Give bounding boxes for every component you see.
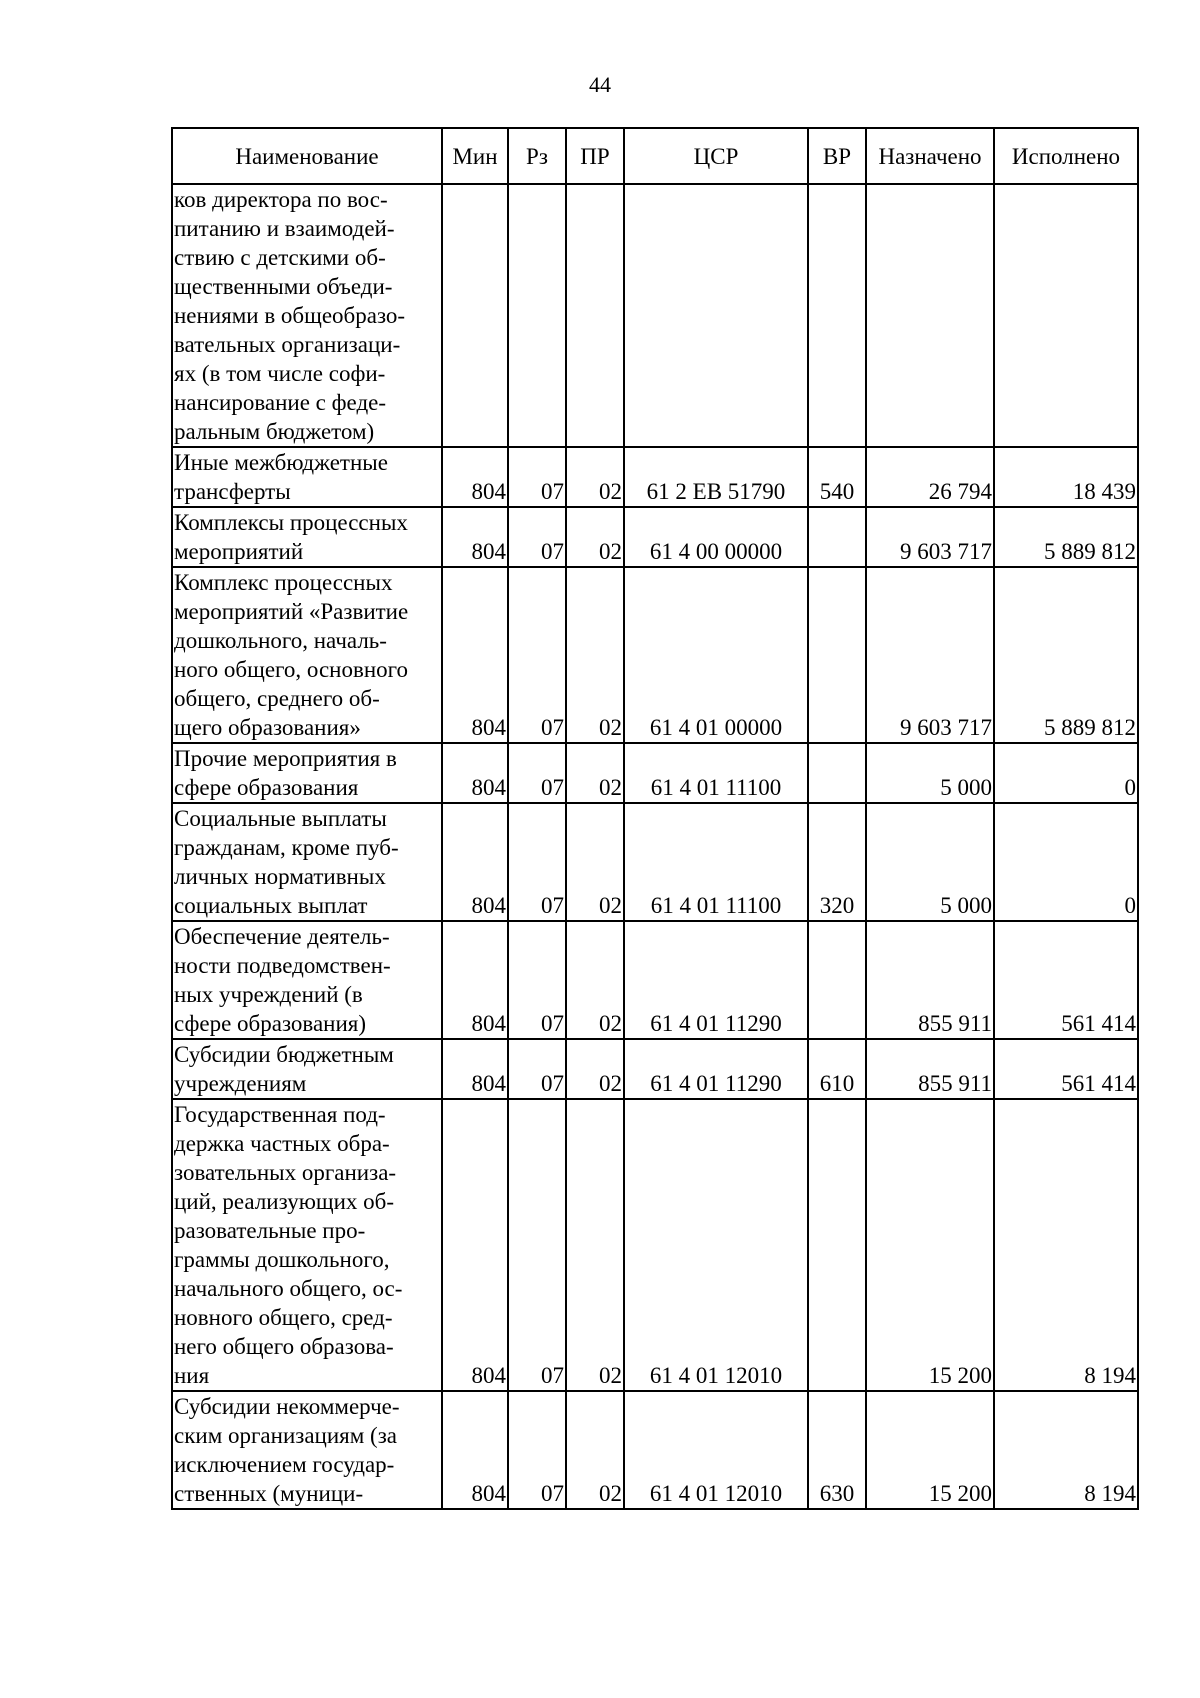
cell-name: Прочие мероприятия в сфере образования <box>172 743 442 803</box>
cell-name: Субсидии бюджетным учреждениям <box>172 1039 442 1099</box>
header-pr: ПР <box>566 128 624 184</box>
cell-min: 804 <box>442 921 508 1039</box>
cell-pr <box>566 184 624 447</box>
cell-vr <box>808 921 866 1039</box>
cell-vr <box>808 184 866 447</box>
cell-vr: 540 <box>808 447 866 507</box>
cell-min: 804 <box>442 567 508 743</box>
cell-vr <box>808 507 866 567</box>
cell-rz: 07 <box>508 567 566 743</box>
header-vr: ВР <box>808 128 866 184</box>
cell-min: 804 <box>442 447 508 507</box>
cell-assigned: 855 911 <box>866 1039 994 1099</box>
cell-vr: 610 <box>808 1039 866 1099</box>
cell-name: Комплексы процессных мероприятий <box>172 507 442 567</box>
table-row <box>172 567 1138 743</box>
cell-assigned: 5 000 <box>866 803 994 921</box>
table-row <box>172 1039 1138 1099</box>
cell-rz: 07 <box>508 803 566 921</box>
cell-executed: 0 <box>994 803 1138 921</box>
cell-executed <box>994 184 1138 447</box>
table-row <box>172 184 1138 447</box>
header-min: Мин <box>442 128 508 184</box>
cell-executed: 18 439 <box>994 447 1138 507</box>
table-row <box>172 1099 1138 1391</box>
cell-rz: 07 <box>508 1039 566 1099</box>
cell-executed: 561 414 <box>994 1039 1138 1099</box>
cell-name: Обеспечение деятель- ности подведомствен- ных учреждений (в сфере образования) <box>172 921 442 1039</box>
cell-name: Государственная под- держка частных обра- зовательных организа- ций, реализующих об- разовательные про- граммы дошкольного, начального общего, ос- новного общего, сред- него общего образова- ния <box>172 1099 442 1391</box>
cell-assigned: 15 200 <box>866 1391 994 1509</box>
cell-rz: 07 <box>508 743 566 803</box>
cell-csr: 61 4 01 11100 <box>624 803 808 921</box>
table-row <box>172 1391 1138 1509</box>
cell-csr: 61 4 00 00000 <box>624 507 808 567</box>
cell-assigned: 5 000 <box>866 743 994 803</box>
cell-rz <box>508 184 566 447</box>
header-rz: Рз <box>508 128 566 184</box>
cell-pr: 02 <box>566 803 624 921</box>
cell-pr: 02 <box>566 1099 624 1391</box>
cell-csr: 61 4 01 12010 <box>624 1099 808 1391</box>
cell-assigned: 9 603 717 <box>866 507 994 567</box>
table-row <box>172 743 1138 803</box>
header-name: Наименование <box>172 128 442 184</box>
cell-rz: 07 <box>508 507 566 567</box>
cell-assigned: 855 911 <box>866 921 994 1039</box>
cell-csr: 61 2 EB 51790 <box>624 447 808 507</box>
cell-rz: 07 <box>508 921 566 1039</box>
cell-csr: 61 4 01 11290 <box>624 921 808 1039</box>
cell-executed: 8 194 <box>994 1099 1138 1391</box>
cell-name: Иные межбюджетные трансферты <box>172 447 442 507</box>
table-row <box>172 507 1138 567</box>
table-header-row <box>172 128 1138 184</box>
cell-csr: 61 4 01 11100 <box>624 743 808 803</box>
cell-min: 804 <box>442 743 508 803</box>
budget-table <box>171 127 1139 1510</box>
cell-rz: 07 <box>508 1099 566 1391</box>
cell-min <box>442 184 508 447</box>
cell-min: 804 <box>442 1391 508 1509</box>
cell-name: Комплекс процессных мероприятий «Развитие дошкольного, началь- ного общего, основного общего, среднего об- щего образования» <box>172 567 442 743</box>
cell-rz: 07 <box>508 1391 566 1509</box>
cell-pr: 02 <box>566 921 624 1039</box>
cell-vr: 320 <box>808 803 866 921</box>
cell-csr <box>624 184 808 447</box>
cell-rz: 07 <box>508 447 566 507</box>
cell-executed: 561 414 <box>994 921 1138 1039</box>
cell-name: ков директора по вос- питанию и взаимодей- ствию с детскими об- щественными объеди- нениями в общеобразо- вательных организаци- ях (в том числе софи- нансирование с феде- ральным бюджетом) <box>172 184 442 447</box>
cell-executed: 0 <box>994 743 1138 803</box>
table-body <box>172 184 1138 1509</box>
cell-executed: 5 889 812 <box>994 567 1138 743</box>
cell-csr: 61 4 01 12010 <box>624 1391 808 1509</box>
cell-name: Социальные выплаты гражданам, кроме пуб- личных нормативных социальных выплат <box>172 803 442 921</box>
header-csr: ЦСР <box>624 128 808 184</box>
table-row <box>172 447 1138 507</box>
cell-pr: 02 <box>566 1391 624 1509</box>
cell-vr <box>808 743 866 803</box>
cell-executed: 8 194 <box>994 1391 1138 1509</box>
cell-assigned <box>866 184 994 447</box>
cell-assigned: 9 603 717 <box>866 567 994 743</box>
cell-pr: 02 <box>566 1039 624 1099</box>
page-number: 44 <box>589 72 611 97</box>
table-row <box>172 921 1138 1039</box>
cell-assigned: 26 794 <box>866 447 994 507</box>
cell-vr: 630 <box>808 1391 866 1509</box>
cell-assigned: 15 200 <box>866 1099 994 1391</box>
header-assigned: Назначено <box>866 128 994 184</box>
cell-min: 804 <box>442 1039 508 1099</box>
cell-name: Субсидии некоммерче- ским организациям (за исключением государ- ственных (муници- <box>172 1391 442 1509</box>
cell-executed: 5 889 812 <box>994 507 1138 567</box>
cell-pr: 02 <box>566 507 624 567</box>
cell-min: 804 <box>442 1099 508 1391</box>
cell-csr: 61 4 01 00000 <box>624 567 808 743</box>
cell-pr: 02 <box>566 447 624 507</box>
cell-min: 804 <box>442 507 508 567</box>
cell-vr <box>808 1099 866 1391</box>
cell-pr: 02 <box>566 567 624 743</box>
header-executed: Исполнено <box>994 128 1138 184</box>
cell-pr: 02 <box>566 743 624 803</box>
table-row <box>172 803 1138 921</box>
cell-vr <box>808 567 866 743</box>
cell-csr: 61 4 01 11290 <box>624 1039 808 1099</box>
cell-min: 804 <box>442 803 508 921</box>
